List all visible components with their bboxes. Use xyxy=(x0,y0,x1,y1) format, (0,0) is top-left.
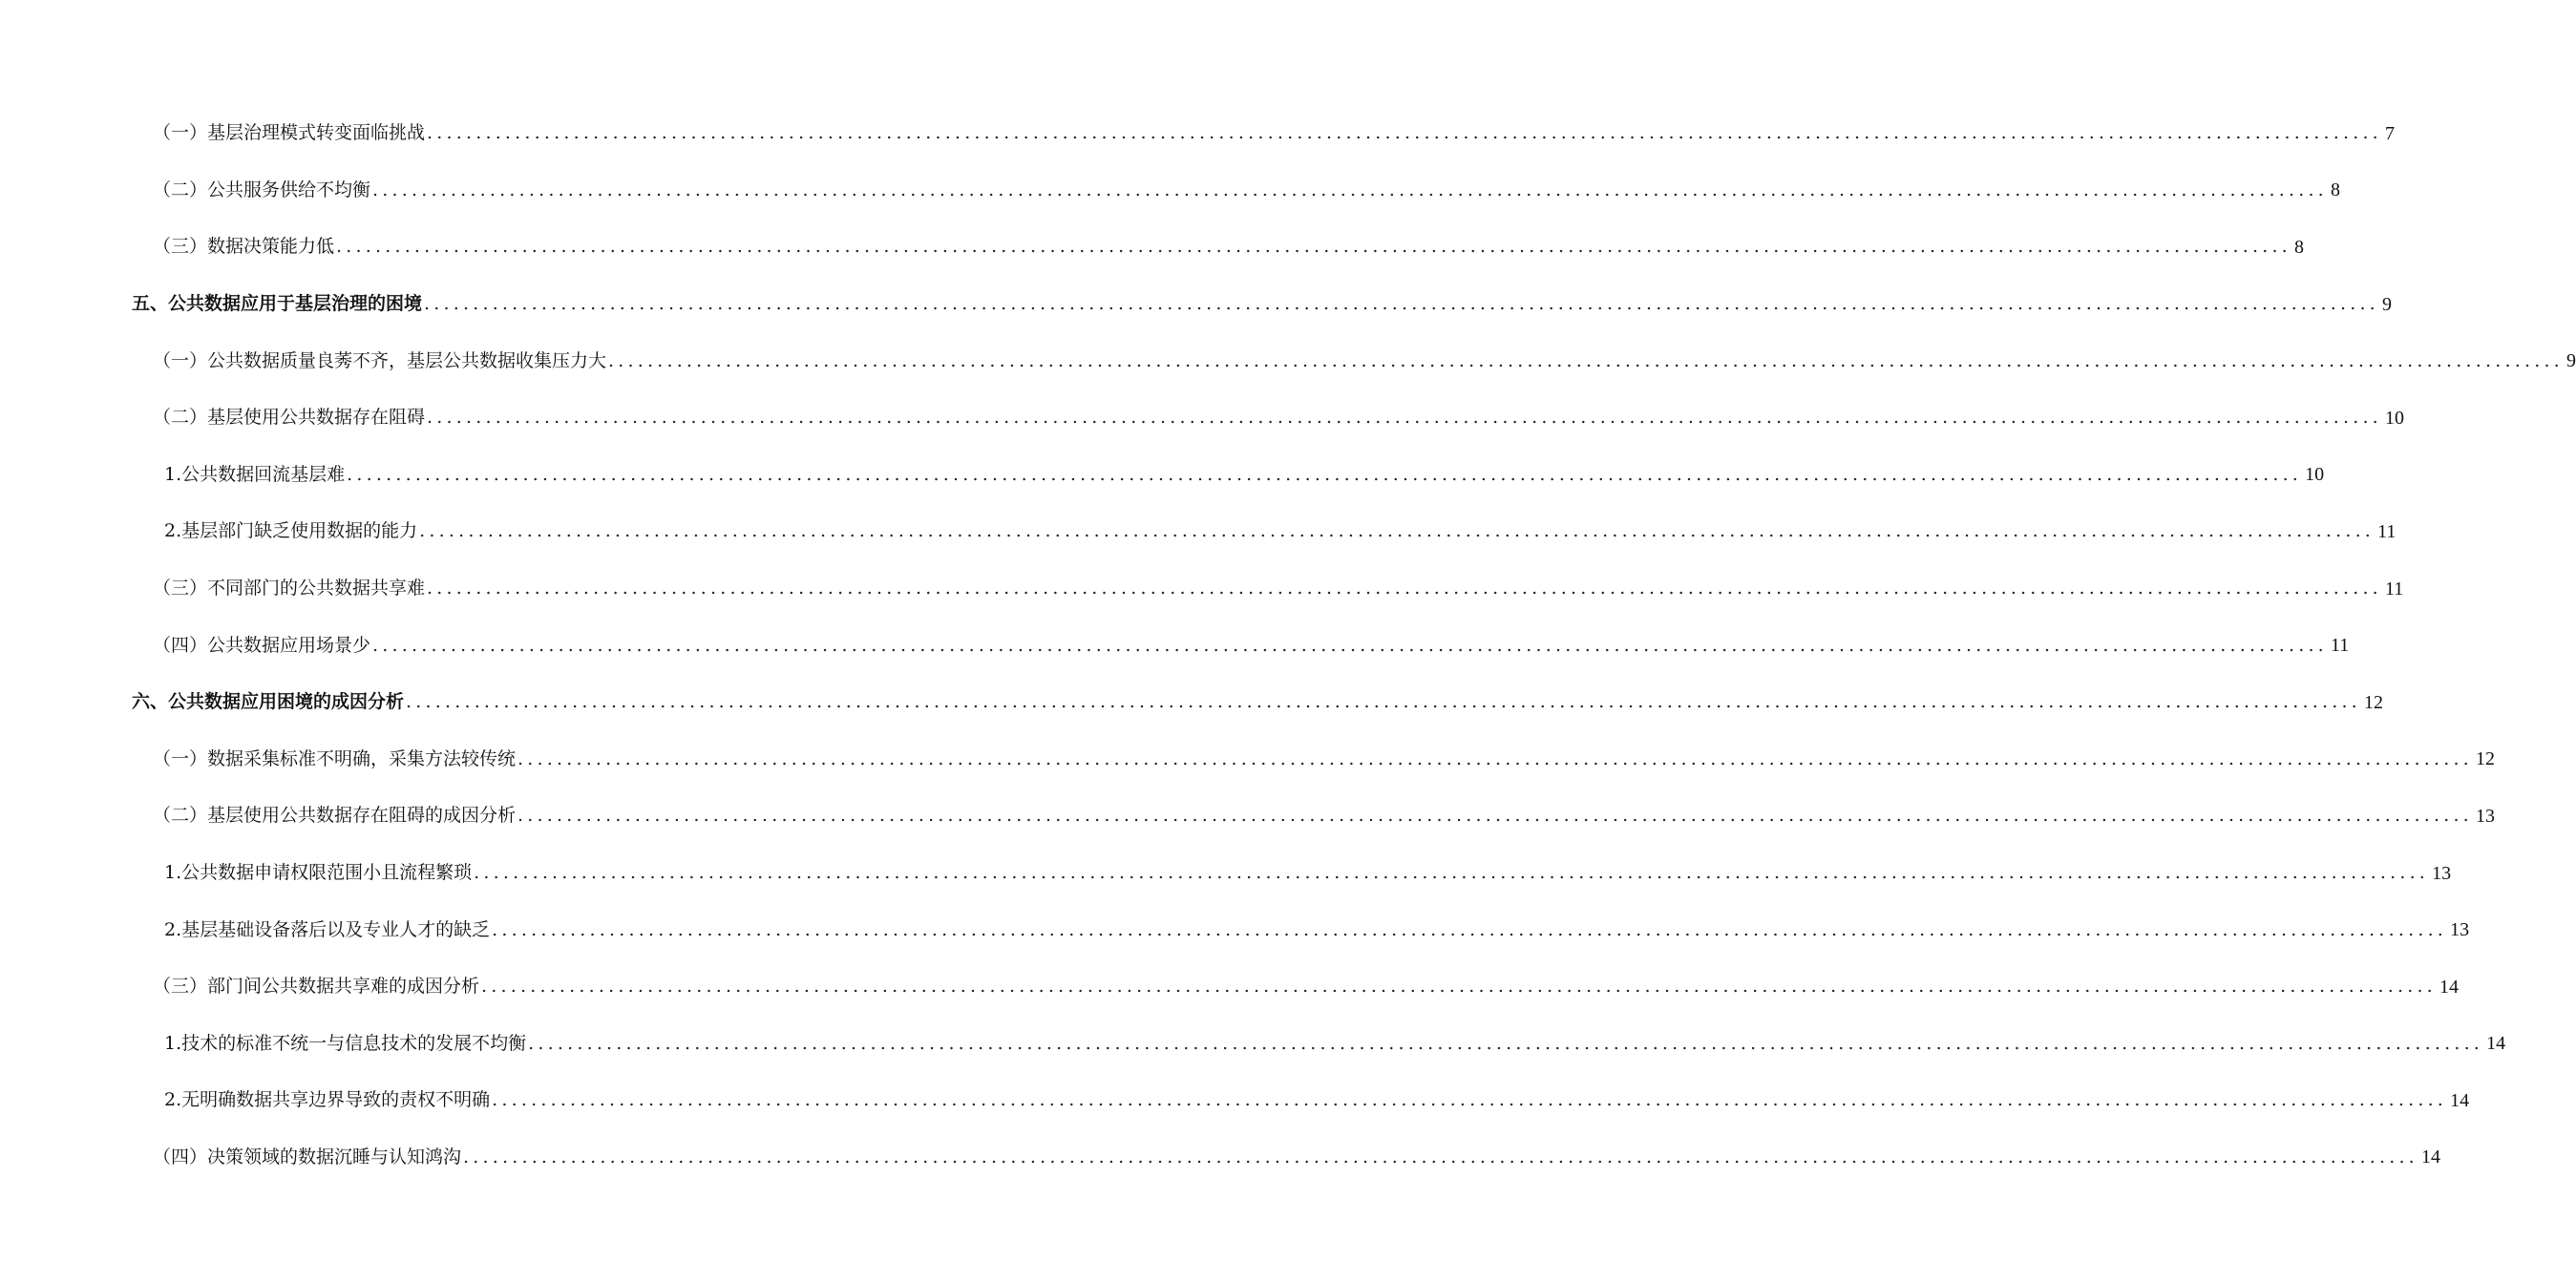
toc-leader-dots: ........................................................................................................................................................................................................ xyxy=(492,1089,2448,1111)
toc-page-number: 8 xyxy=(2293,236,2304,258)
toc-entry-title: （二）公共服务供给不均衡 xyxy=(153,179,371,200)
toc-entry[interactable] xyxy=(0,332,2576,389)
toc-entry-title: （三）数据决策能力低 xyxy=(153,236,335,258)
toc-page-number: 14 xyxy=(2486,1033,2506,1055)
toc-page-number: 11 xyxy=(2330,635,2350,657)
toc-leader-dots: ........................................................................................................................................................................................................ xyxy=(463,1146,2418,1167)
toc-entry[interactable] xyxy=(0,162,2340,220)
toc-leader-dots: ........................................................................................................................................................................................................ xyxy=(347,463,2303,485)
toc-entry-title: （四）决策领域的数据沉睡与认知鸿沟 xyxy=(153,1146,462,1167)
toc-page-number: 7 xyxy=(2384,122,2395,144)
toc-page-number: 10 xyxy=(2305,464,2325,486)
toc-entry-title: 1.公共数据回流基层难 xyxy=(164,463,346,485)
toc-page-number: 9 xyxy=(2565,350,2576,372)
toc-subentry[interactable] xyxy=(0,901,2470,958)
toc-subentry[interactable] xyxy=(0,1072,2470,1129)
toc-entry-title: 六、公共数据应用困境的成因分析 xyxy=(132,691,405,713)
toc-page-number: 11 xyxy=(2384,578,2404,599)
toc-leader-dots: ........................................................................................................................................................................................................ xyxy=(372,179,2328,200)
toc-entry[interactable] xyxy=(0,617,2350,674)
toc-leader-dots: ........................................................................................................................................................................................................ xyxy=(424,293,2379,315)
toc-entry-title: （三）部门间公共数据共享难的成因分析 xyxy=(153,976,480,998)
toc-leader-dots: ........................................................................................................................................................................................................ xyxy=(517,805,2473,827)
toc-entry[interactable] xyxy=(0,389,2404,447)
toc-page-number: 14 xyxy=(2420,1146,2440,1168)
toc-leader-dots: ........................................................................................................................................................................................................ xyxy=(608,349,2564,371)
toc-entry-title: 1.技术的标准不统一与信息技术的发展不均衡 xyxy=(164,1032,527,1054)
toc-entry-title: （一）基层治理模式转变面临挑战 xyxy=(153,122,426,144)
toc-page-number: 10 xyxy=(2384,407,2404,429)
table-of-contents xyxy=(0,105,2576,1186)
toc-entry-title: （三）不同部门的公共数据共享难 xyxy=(153,578,426,599)
toc-leader-dots: ........................................................................................................................................................................................................ xyxy=(427,407,2382,429)
toc-page-number: 14 xyxy=(2439,976,2459,998)
toc-entry[interactable] xyxy=(0,1129,2440,1187)
toc-leader-dots: ........................................................................................................................................................................................................ xyxy=(528,1032,2484,1054)
toc-entry-title: 五、公共数据应用于基层治理的困境 xyxy=(132,293,423,315)
toc-entry-title: （四）公共数据应用场景少 xyxy=(153,634,371,656)
toc-entry-title: 2.无明确数据共享边界导致的责权不明确 xyxy=(164,1089,491,1111)
toc-leader-dots: ........................................................................................................................................................................................................ xyxy=(336,236,2291,258)
toc-page-number: 8 xyxy=(2330,179,2340,201)
toc-entry-title: 2.基层基础设备落后以及专业人才的缺乏 xyxy=(164,918,491,940)
toc-entry-title: （一）数据采集标准不明确，采集方法较传统 xyxy=(153,747,517,769)
toc-entry[interactable] xyxy=(0,219,2304,276)
toc-chapter-entry[interactable] xyxy=(0,276,2392,333)
toc-page-number: 12 xyxy=(2475,748,2495,770)
toc-leader-dots: ........................................................................................................................................................................................................ xyxy=(474,862,2430,884)
toc-entry[interactable] xyxy=(0,958,2459,1016)
toc-page-number: 14 xyxy=(2450,1089,2470,1111)
toc-subentry[interactable] xyxy=(0,447,2325,504)
toc-leader-dots: ........................................................................................................................................................................................................ xyxy=(492,918,2448,940)
toc-leader-dots: ........................................................................................................................................................................................................ xyxy=(427,578,2382,599)
toc-entry-title: （二）基层使用公共数据存在阻碍的成因分析 xyxy=(153,805,517,827)
toc-leader-dots: ........................................................................................................................................................................................................ xyxy=(419,520,2375,542)
toc-page-number: 11 xyxy=(2377,520,2397,542)
toc-leader-dots: ........................................................................................................................................................................................................ xyxy=(427,122,2382,144)
toc-leader-dots: ........................................................................................................................................................................................................ xyxy=(481,976,2437,998)
toc-subentry[interactable] xyxy=(0,1016,2506,1073)
toc-leader-dots: ........................................................................................................................................................................................................ xyxy=(372,634,2328,656)
toc-leader-dots: ........................................................................................................................................................................................................ xyxy=(406,691,2361,713)
toc-page-number: 12 xyxy=(2363,691,2383,713)
toc-entry-title: （二）基层使用公共数据存在阻碍 xyxy=(153,407,426,429)
toc-page-number: 13 xyxy=(2432,862,2452,884)
toc-entry[interactable] xyxy=(0,731,2495,789)
toc-entry[interactable] xyxy=(0,788,2495,845)
toc-page-number: 13 xyxy=(2475,805,2495,827)
toc-chapter-entry[interactable] xyxy=(0,674,2383,731)
toc-page-number: 13 xyxy=(2450,919,2470,941)
toc-entry-title: （一）公共数据质量良莠不齐，基层公共数据收集压力大 xyxy=(153,349,607,371)
toc-entry-title: 2.基层部门缺乏使用数据的能力 xyxy=(164,520,418,542)
toc-entry-title: 1.公共数据申请权限范围小且流程繁琐 xyxy=(164,862,473,884)
toc-subentry[interactable] xyxy=(0,845,2452,902)
toc-leader-dots: ........................................................................................................................................................................................................ xyxy=(517,747,2473,769)
toc-entry[interactable] xyxy=(0,105,2395,162)
toc-entry[interactable] xyxy=(0,560,2404,618)
toc-page-number: 9 xyxy=(2381,293,2392,315)
toc-subentry[interactable] xyxy=(0,503,2397,560)
